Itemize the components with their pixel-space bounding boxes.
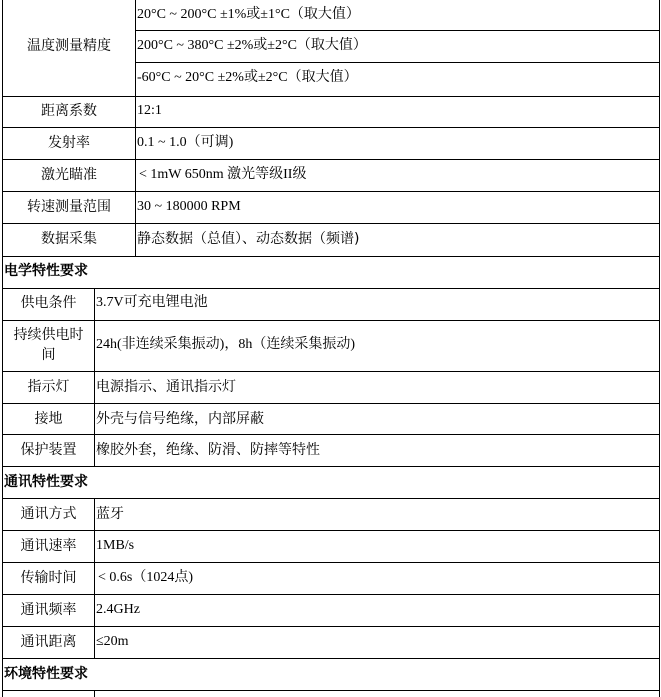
comm-frequency-label: 通讯频率 xyxy=(20,602,77,618)
distance-ratio-value: 12:1 xyxy=(137,103,162,118)
temperature-range-1: 20°C ~ 200°C ±1%或±1°C（取大值） xyxy=(137,7,360,22)
continuous-power-value: 24h(非连续采集振动)，8h（连续采集振动) xyxy=(96,337,355,352)
comm-method-value: 蓝牙 xyxy=(96,506,124,522)
indicator-value: 电源指示、通讯指示灯 xyxy=(96,379,236,395)
transfer-time-value: < 0.6s（1024点) xyxy=(98,570,194,585)
indicator-label: 指示灯 xyxy=(27,379,70,395)
continuous-power-label-line1: 持续供电时 xyxy=(13,327,84,343)
grounding-label: 接地 xyxy=(34,411,63,427)
transfer-time-label: 传输时间 xyxy=(20,570,77,586)
rpm-range-label: 转速测量范围 xyxy=(27,199,111,215)
distance-ratio-label: 距离系数 xyxy=(41,103,97,119)
emissivity-label: 发射率 xyxy=(48,135,90,151)
power-supply-value: 3.7V可充电锂电池 xyxy=(96,295,208,310)
comm-distance-label: 通讯距离 xyxy=(20,634,77,650)
data-acquisition-value: 静态数据（总值）、动态数据（频谱) xyxy=(137,231,360,247)
comm-method-label: 通讯方式 xyxy=(20,506,77,522)
protection-value: 橡胶外套，绝缘、防滑、防摔等特性 xyxy=(96,442,320,458)
laser-aim-label: 激光瞄准 xyxy=(41,167,97,183)
data-acquisition-label: 数据采集 xyxy=(41,231,97,247)
laser-aim-value: < 1mW 650nm 激光等级II级 xyxy=(139,167,307,182)
continuous-power-label-line2: 间 xyxy=(41,347,56,363)
temperature-range-2: 200°C ~ 380°C ±2%或±2°C（取大值） xyxy=(137,38,367,53)
comm-rate-label: 通讯速率 xyxy=(20,538,77,554)
temperature-label: 温度测量精度 xyxy=(27,38,111,54)
comm-rate-value: 1MB/s xyxy=(96,538,135,553)
rpm-range-value: 30 ~ 180000 RPM xyxy=(137,199,241,214)
comm-distance-value: ≤20m xyxy=(96,634,129,649)
section-env-heading: 环境特性要求 xyxy=(4,666,88,682)
emissivity-value: 0.1 ~ 1.0（可调) xyxy=(137,135,234,150)
section-comm-heading: 通讯特性要求 xyxy=(4,474,88,490)
temperature-range-3: -60°C ~ 20°C ±2%或±2°C（取大值） xyxy=(137,70,358,85)
comm-frequency-value: 2.4GHz xyxy=(96,602,140,617)
section-electrical-heading: 电学特性要求 xyxy=(4,263,88,279)
grounding-value: 外壳与信号绝缘，内部屏蔽 xyxy=(96,411,264,427)
power-supply-label: 供电条件 xyxy=(20,295,77,311)
protection-label: 保护装置 xyxy=(20,442,77,458)
